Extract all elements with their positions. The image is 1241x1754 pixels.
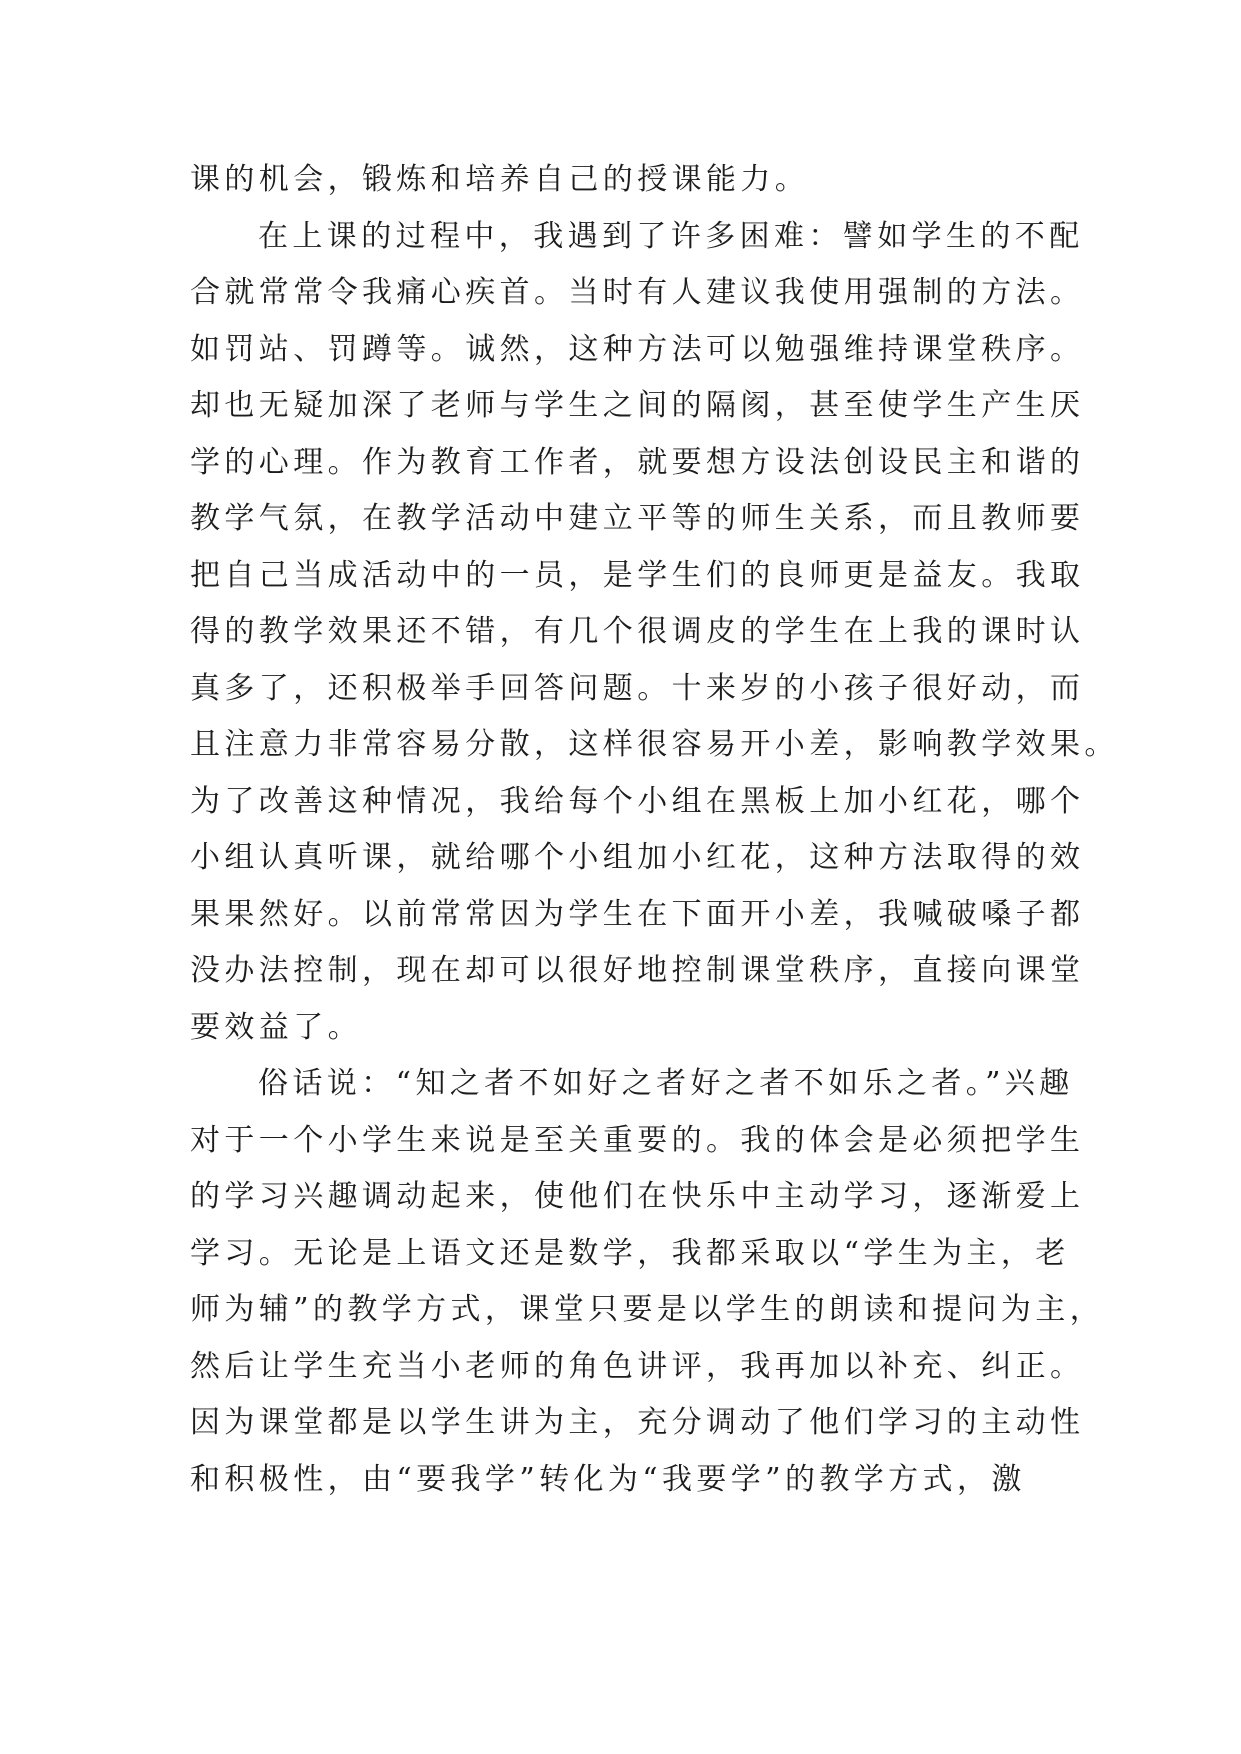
text-line: 学习。无论是上语文还是数学，我都采取以“学生为主，老 — [190, 1235, 1070, 1271]
text-line: 没办法控制，现在却可以很好地控制课堂秩序，直接向课堂 — [190, 953, 1085, 988]
body-text — [190, 152, 1119, 1508]
text-line: 要效益了。 — [190, 1009, 362, 1045]
text-line: 的学习兴趣调动起来，使他们在快乐中主动学习，逐渐爱上 — [190, 1179, 1085, 1214]
paragraph-first-line: 俗话说：“知之者不如好之者好之者不如乐之者。”兴趣 — [258, 1066, 1074, 1101]
text-line: 果果然好。以前常常因为学生在下面开小差，我喊破嗓子都 — [190, 896, 1085, 932]
text-line: 然后让学生充当小老师的角色讲评，我再加以补充、纠正。 — [190, 1348, 1085, 1384]
text-line: 学的心理。作为教育工作者，就要想方设法创设民主和谐的 — [190, 444, 1085, 480]
text-line: 师为辅”的教学方式，课堂只要是以学生的朗读和提问为主， — [190, 1292, 1105, 1327]
paragraph-first-line: 在上课的过程中，我遇到了许多困难：譬如学生的不配 — [258, 218, 1084, 254]
text-line: 如罚站、罚蹲等。诚然，这种方法可以勉强维持课堂秩序。 — [190, 331, 1085, 367]
text-line: 小组认真听课，就给哪个小组加小红花，这种方法取得的效 — [190, 840, 1085, 875]
text-line: 对于一个小学生来说是至关重要的。我的体会是必须把学生 — [190, 1122, 1085, 1158]
text-line: 合就常常令我痛心疾首。当时有人建议我使用强制的方法。 — [190, 275, 1085, 310]
text-line: 教学气氛，在教学活动中建立平等的师生关系，而且教师要 — [190, 501, 1085, 536]
text-line: 却也无疑加深了老师与学生之间的隔阂，甚至使学生产生厌 — [190, 388, 1085, 423]
text-line: 为了改善这种情况，我给每个小组在黑板上加小红花，哪个 — [190, 783, 1085, 819]
text-line: 得的教学效果还不错，有几个很调皮的学生在上我的课时认 — [190, 614, 1085, 649]
text-line: 因为课堂都是以学生讲为主，充分调动了他们学习的主动性 — [190, 1405, 1085, 1440]
text-line: 把自己当成活动中的一员，是学生们的良师更是益友。我取 — [190, 557, 1085, 593]
text-line: 和积极性，由“要我学”转化为“我要学”的教学方式，激 — [190, 1461, 1026, 1497]
text-line: 真多了，还积极举手回答问题。十来岁的小孩子很好动，而 — [190, 670, 1085, 706]
text-line: 课的机会，锻炼和培养自己的授课能力。 — [190, 162, 810, 197]
text-line: 且注意力非常容易分散，这样很容易开小差，影响教学效果。 — [190, 727, 1119, 762]
